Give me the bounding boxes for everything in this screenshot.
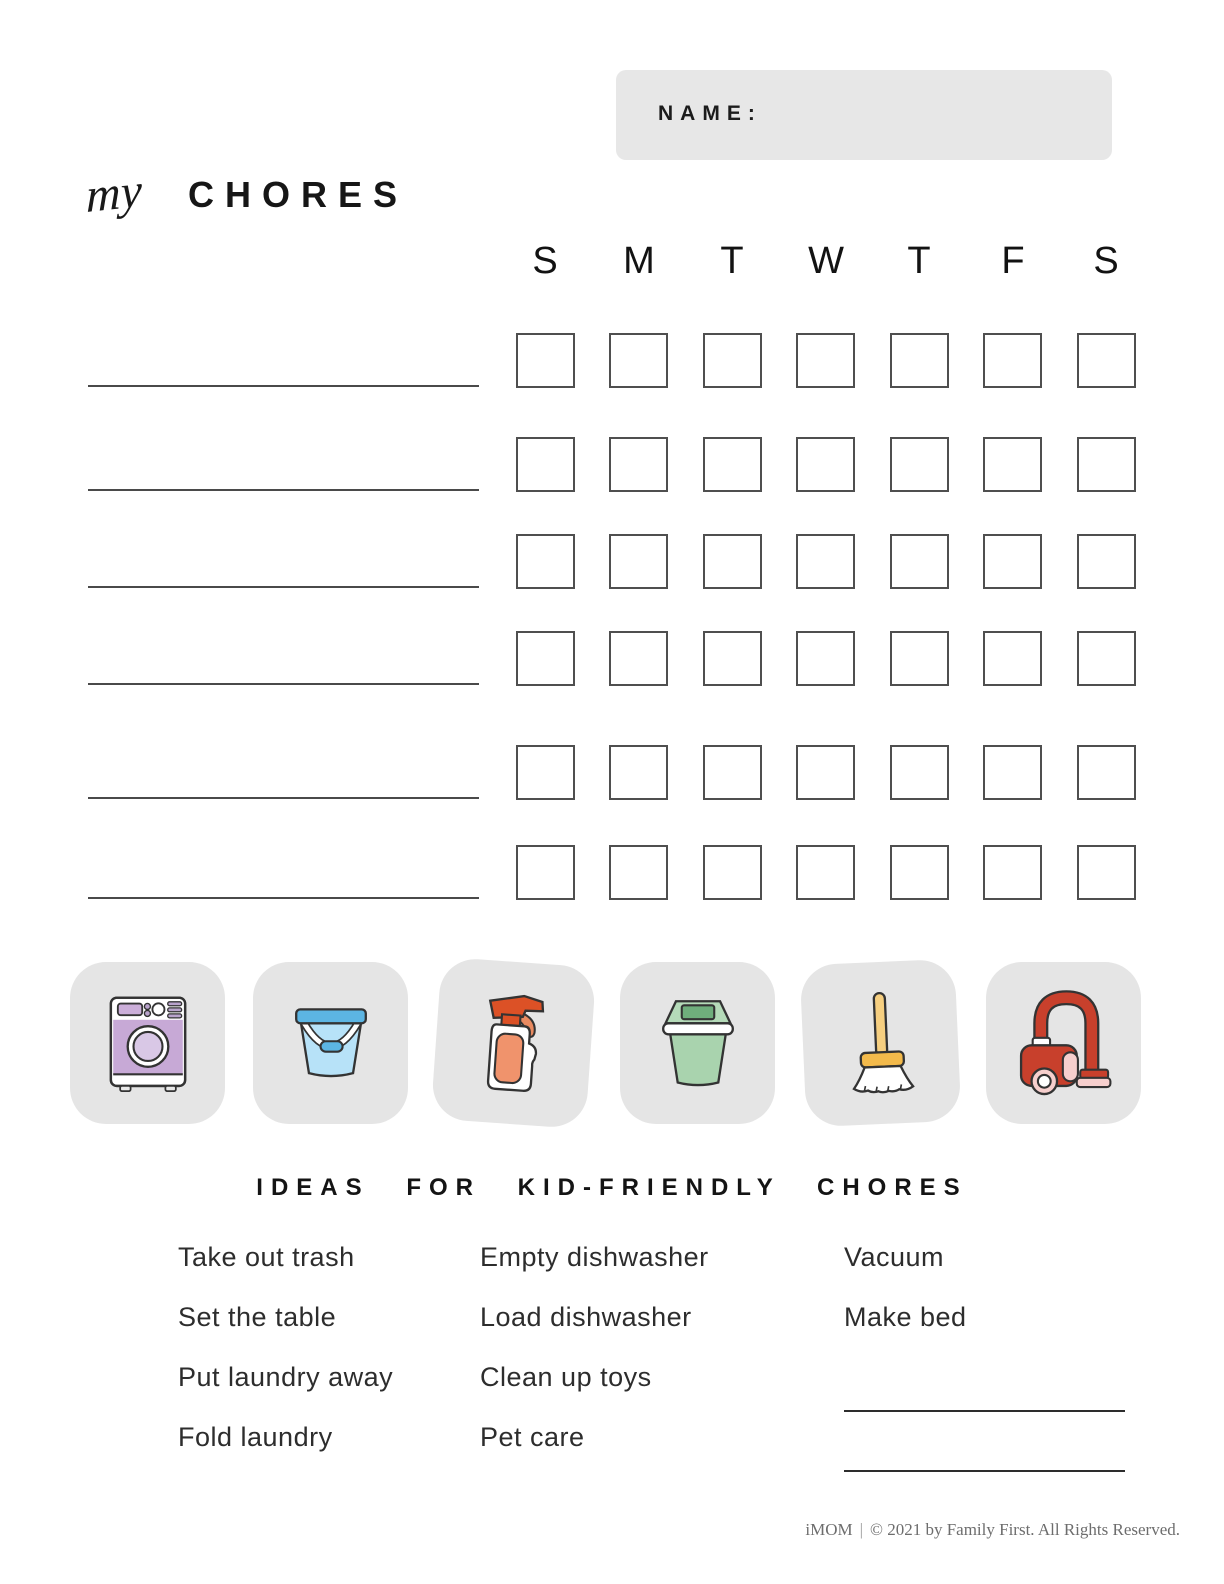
footer-copyright: © 2021 by Family First. All Rights Reserved. xyxy=(870,1520,1180,1539)
day-checkbox[interactable] xyxy=(1077,534,1136,589)
day-header-thursday: T xyxy=(907,240,931,282)
day-checkbox[interactable] xyxy=(983,534,1042,589)
chore-row xyxy=(0,437,1224,495)
spray-bottle-icon xyxy=(451,978,575,1108)
custom-chore-line[interactable] xyxy=(844,1410,1125,1412)
day-checkbox[interactable] xyxy=(609,437,668,492)
chore-name-line[interactable] xyxy=(88,897,479,899)
day-checkbox[interactable] xyxy=(1077,631,1136,686)
chore-row xyxy=(0,333,1224,391)
day-header-sunday: S xyxy=(532,240,558,282)
idea-item: Make bed xyxy=(844,1302,967,1332)
day-checkbox[interactable] xyxy=(796,437,855,492)
copyright-footer xyxy=(805,1520,1180,1540)
day-checkbox[interactable] xyxy=(890,745,949,800)
day-checkbox[interactable] xyxy=(1077,845,1136,900)
day-checkbox[interactable] xyxy=(516,437,575,492)
day-checkbox[interactable] xyxy=(516,534,575,589)
day-checkbox[interactable] xyxy=(983,745,1042,800)
ideas-list xyxy=(178,1242,1130,1482)
idea-item: Put laundry away xyxy=(178,1362,394,1392)
chore-icon-tile xyxy=(253,962,408,1124)
chore-icon-tile xyxy=(800,959,962,1128)
idea-item: Vacuum xyxy=(844,1242,945,1272)
day-checkbox[interactable] xyxy=(609,845,668,900)
bucket-icon xyxy=(273,982,389,1104)
day-checkbox[interactable] xyxy=(516,631,575,686)
idea-item: Fold laundry xyxy=(178,1422,333,1452)
day-checkbox[interactable] xyxy=(703,631,762,686)
day-checkbox[interactable] xyxy=(890,333,949,388)
footer-brand: iMOM xyxy=(805,1520,853,1539)
idea-item: Set the table xyxy=(178,1302,337,1332)
day-checkbox[interactable] xyxy=(983,845,1042,900)
day-checkbox[interactable] xyxy=(703,333,762,388)
footer-separator: | xyxy=(859,1520,864,1539)
day-header-monday: M xyxy=(623,240,655,282)
trash-can-icon xyxy=(640,982,756,1104)
day-checkbox[interactable] xyxy=(796,845,855,900)
idea-item: Take out trash xyxy=(178,1242,355,1272)
chore-icon-tile xyxy=(431,957,597,1129)
chore-row xyxy=(0,534,1224,592)
chore-row xyxy=(0,631,1224,689)
day-checkbox[interactable] xyxy=(609,333,668,388)
day-checkbox[interactable] xyxy=(890,631,949,686)
broom-icon xyxy=(820,980,941,1107)
idea-item: Clean up toys xyxy=(480,1362,652,1392)
chore-name-line[interactable] xyxy=(88,385,479,387)
name-box xyxy=(616,70,1112,160)
chore-row xyxy=(0,845,1224,903)
title-chores: CHORES xyxy=(188,174,409,215)
idea-item: Empty dishwasher xyxy=(480,1242,709,1272)
chore-name-line[interactable] xyxy=(88,489,479,491)
day-checkbox[interactable] xyxy=(703,845,762,900)
day-checkbox[interactable] xyxy=(516,745,575,800)
day-checkbox[interactable] xyxy=(516,845,575,900)
day-checkbox[interactable] xyxy=(983,333,1042,388)
day-header-wednesday: W xyxy=(808,240,844,282)
day-checkbox[interactable] xyxy=(609,534,668,589)
day-checkbox[interactable] xyxy=(890,437,949,492)
day-checkbox[interactable] xyxy=(1077,437,1136,492)
washing-machine-icon xyxy=(90,982,206,1104)
day-checkbox[interactable] xyxy=(703,534,762,589)
day-checkbox[interactable] xyxy=(796,333,855,388)
custom-chore-line[interactable] xyxy=(844,1470,1125,1472)
chore-icon-tile xyxy=(986,962,1141,1124)
day-checkbox[interactable] xyxy=(796,745,855,800)
day-checkbox[interactable] xyxy=(983,631,1042,686)
day-checkbox[interactable] xyxy=(890,845,949,900)
vacuum-icon xyxy=(1006,982,1122,1104)
day-checkbox[interactable] xyxy=(703,745,762,800)
name-label: NAME: xyxy=(658,102,762,125)
title-script-my: my xyxy=(86,163,142,224)
chore-icon-tile xyxy=(620,962,775,1124)
idea-item: Pet care xyxy=(480,1422,585,1452)
chore-name-line[interactable] xyxy=(88,683,479,685)
idea-item: Load dishwasher xyxy=(480,1302,692,1332)
chore-icon-tile xyxy=(70,962,225,1124)
day-checkbox[interactable] xyxy=(890,534,949,589)
day-header-saturday: S xyxy=(1093,240,1119,282)
day-checkbox[interactable] xyxy=(703,437,762,492)
day-checkbox[interactable] xyxy=(609,745,668,800)
day-checkbox[interactable] xyxy=(1077,745,1136,800)
chore-row xyxy=(0,745,1224,803)
day-checkbox[interactable] xyxy=(796,631,855,686)
day-checkbox[interactable] xyxy=(1077,333,1136,388)
ideas-heading: IDEAS FOR KID-FRIENDLY CHORES xyxy=(256,1174,968,1201)
chore-name-line[interactable] xyxy=(88,797,479,799)
day-header-tuesday: T xyxy=(720,240,744,282)
day-header-friday: F xyxy=(1001,240,1025,282)
day-checkbox[interactable] xyxy=(609,631,668,686)
day-checkbox[interactable] xyxy=(796,534,855,589)
day-checkbox[interactable] xyxy=(516,333,575,388)
name-input-area[interactable] xyxy=(766,90,1092,140)
chore-name-line[interactable] xyxy=(88,586,479,588)
day-checkbox[interactable] xyxy=(983,437,1042,492)
